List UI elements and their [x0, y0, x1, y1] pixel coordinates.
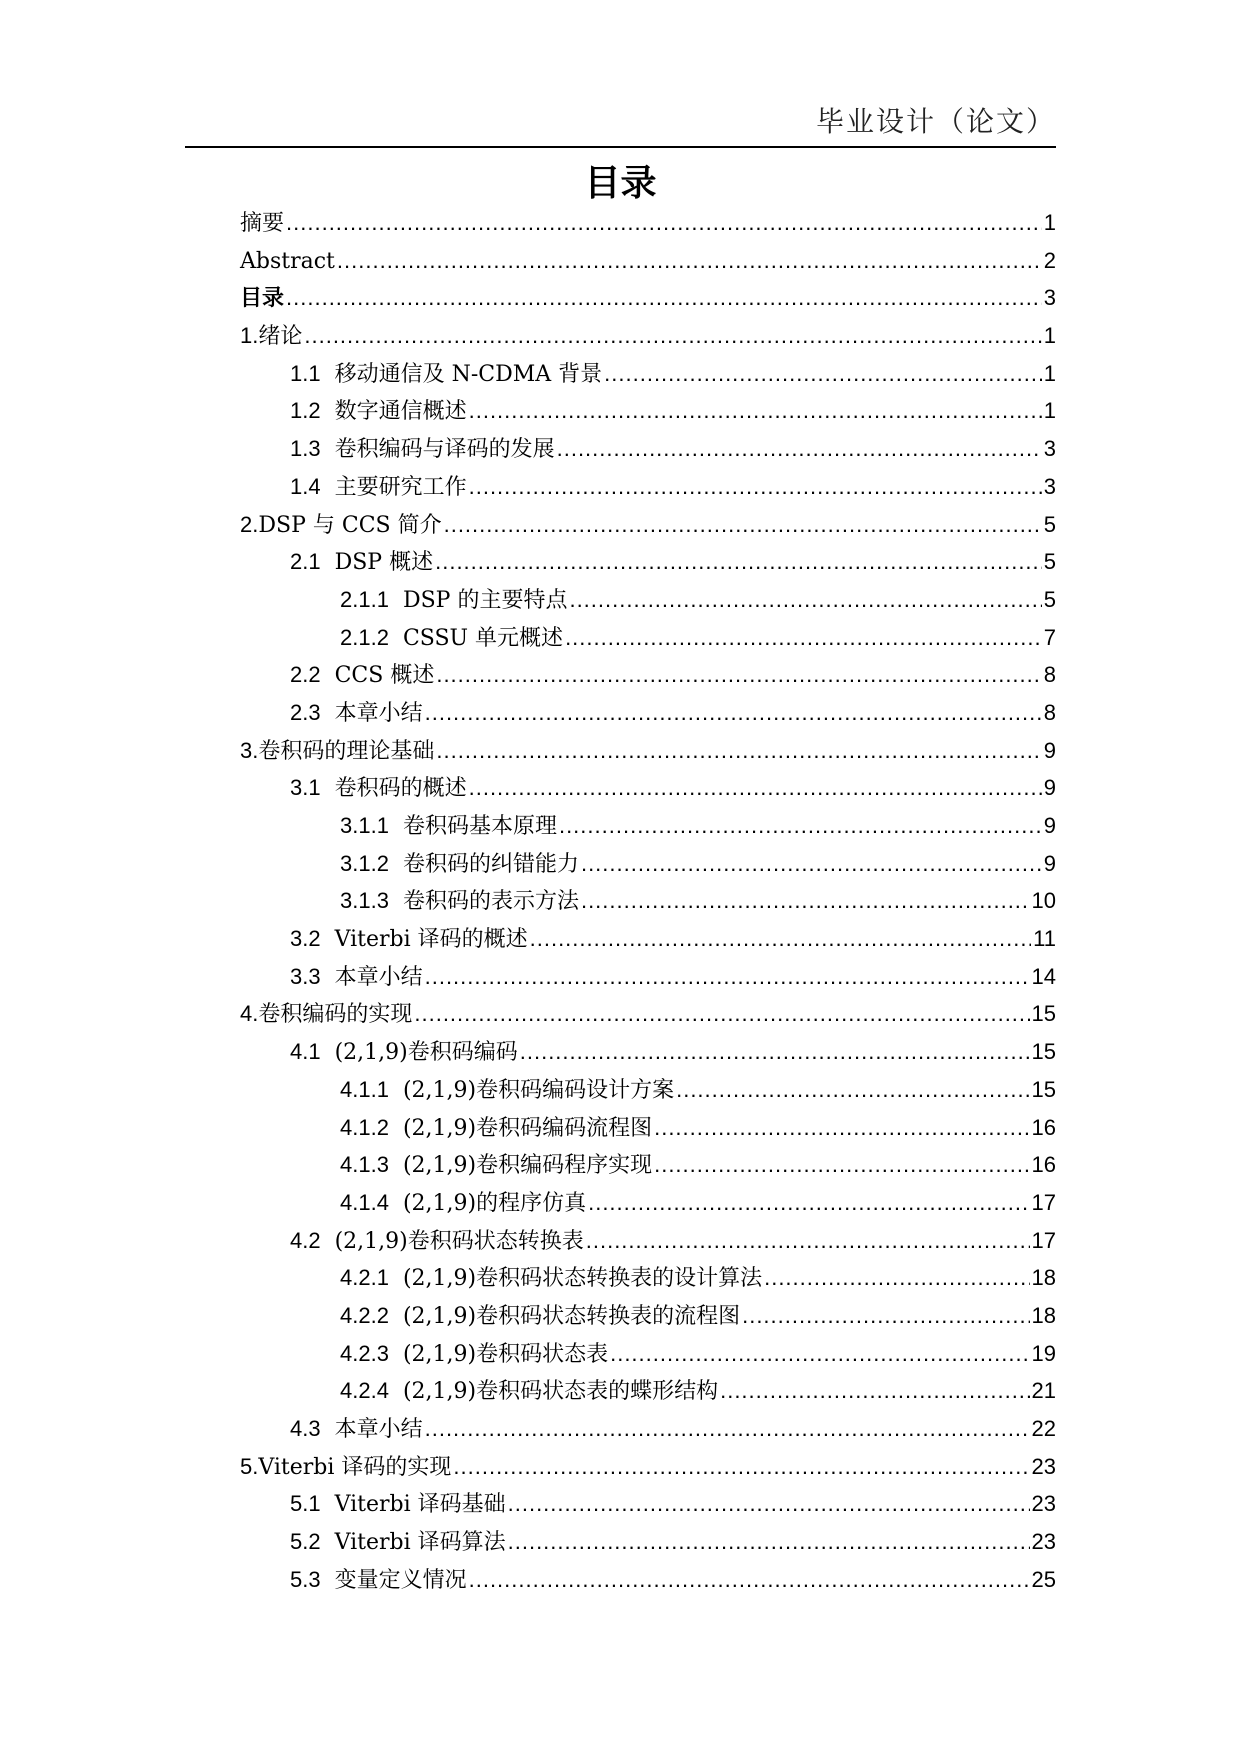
toc-entry-page-number: 3	[1043, 473, 1056, 499]
toc-entry-page-number: 1	[1043, 210, 1056, 235]
toc-entry-number: 1.	[240, 323, 259, 349]
toc-entry[interactable]	[240, 392, 1056, 430]
toc-entry-number: 2.1	[290, 549, 321, 575]
toc-entry[interactable]	[240, 581, 1056, 619]
toc-entry[interactable]	[240, 1033, 1056, 1071]
toc-entry-number: 3.1.3	[340, 888, 389, 914]
toc-entry-number: 1.2	[290, 398, 321, 424]
toc-entry-number: 1.1	[290, 360, 321, 386]
toc-entry[interactable]	[240, 958, 1056, 996]
toc-entry[interactable]	[240, 920, 1056, 958]
toc-entry-number: 2.1.2	[340, 624, 389, 650]
toc-entry[interactable]	[240, 807, 1056, 845]
toc-entry-page-number: 21	[1031, 1378, 1056, 1404]
toc-entry-page-number: 11	[1033, 926, 1056, 952]
toc-entry-title: (2,1,9)卷积码状态表的蝶形结构	[402, 1379, 719, 1405]
toc-entry-page-number: 23	[1031, 1491, 1056, 1517]
toc-entry-title: 卷积编码的实现	[258, 1002, 413, 1028]
toc-entry-page-number: 8	[1043, 662, 1056, 688]
toc-entry-number: 4.1.4	[340, 1189, 389, 1215]
toc-entry-title: 绪论	[258, 324, 303, 350]
table-of-contents	[240, 204, 1056, 1598]
toc-dot-leader	[742, 1297, 1029, 1335]
toc-dot-leader	[654, 1109, 1029, 1147]
toc-dot-leader	[425, 1410, 1030, 1448]
toc-dot-leader	[588, 1184, 1029, 1222]
toc-dot-leader	[764, 1259, 1029, 1297]
toc-entry-number: 4.1.1	[340, 1076, 389, 1102]
toc-entry-page-number: 10	[1031, 888, 1056, 914]
toc-entry-number: 4.2.4	[340, 1378, 389, 1404]
toc-dot-leader	[720, 1372, 1029, 1410]
toc-dot-leader	[508, 1523, 1030, 1561]
toc-entry-page-number: 23	[1031, 1529, 1056, 1555]
toc-dot-leader	[586, 1222, 1030, 1260]
toc-entry-page-number: 18	[1031, 1265, 1056, 1291]
toc-entry-title: 本章小结	[334, 964, 423, 990]
toc-entry[interactable]	[240, 204, 1056, 242]
toc-entry-title: 卷积编码与译码的发展	[334, 437, 555, 463]
toc-entry-number: 4.1	[290, 1039, 321, 1065]
toc-entry[interactable]	[240, 242, 1056, 280]
toc-entry[interactable]	[240, 1071, 1056, 1109]
toc-entry[interactable]	[240, 1410, 1056, 1448]
toc-entry-title: DSP 概述	[334, 550, 434, 576]
toc-entry-number: 4.2	[290, 1227, 321, 1253]
toc-entry-title: 目录	[240, 286, 285, 312]
toc-entry[interactable]	[240, 1561, 1056, 1599]
toc-entry-title: CCS 概述	[334, 663, 435, 689]
toc-entry-page-number: 1	[1043, 360, 1056, 386]
toc-entry[interactable]	[240, 1109, 1056, 1147]
toc-entry-number: 1.3	[290, 436, 321, 462]
toc-entry-number: 3.2	[290, 926, 321, 952]
toc-entry-title: (2,1,9)的程序仿真	[402, 1190, 587, 1216]
toc-entry[interactable]	[240, 317, 1056, 355]
toc-dot-leader	[565, 619, 1042, 657]
toc-entry-title: (2,1,9)卷积码编码	[334, 1040, 518, 1066]
toc-dot-leader	[436, 732, 1041, 770]
toc-entry[interactable]	[240, 468, 1056, 506]
toc-entry[interactable]	[240, 1335, 1056, 1373]
toc-entry[interactable]	[240, 1372, 1056, 1410]
toc-title: 目录	[584, 163, 657, 204]
toc-entry[interactable]	[240, 430, 1056, 468]
toc-entry-number: 2.1.1	[340, 586, 389, 612]
toc-entry-page-number: 18	[1031, 1302, 1056, 1328]
toc-entry-number: 5.2	[290, 1529, 321, 1555]
toc-entry-title: 卷积码的理论基础	[258, 738, 435, 764]
toc-dot-leader	[337, 242, 1042, 280]
toc-dot-leader	[286, 204, 1042, 242]
toc-entry-number: 4.1.2	[340, 1114, 389, 1140]
toc-entry[interactable]	[240, 845, 1056, 883]
toc-entry[interactable]	[240, 355, 1056, 393]
toc-entry-page-number: 7	[1043, 624, 1056, 650]
toc-entry-page-number: 9	[1043, 737, 1056, 763]
toc-dot-leader	[569, 581, 1041, 619]
toc-entry-title: CSSU 单元概述	[402, 625, 564, 651]
toc-dot-leader	[581, 845, 1042, 883]
toc-entry[interactable]	[240, 995, 1056, 1033]
toc-dot-leader	[435, 543, 1042, 581]
toc-entry[interactable]	[240, 1297, 1056, 1335]
toc-entry-page-number: 9	[1043, 813, 1056, 838]
toc-entry-page-number: 16	[1031, 1152, 1056, 1178]
toc-entry-page-number: 5	[1043, 511, 1056, 537]
toc-entry-page-number: 22	[1031, 1416, 1056, 1441]
toc-entry[interactable]	[240, 1523, 1056, 1561]
toc-entry-title: 卷积码的表示方法	[402, 889, 579, 915]
toc-dot-leader	[610, 1335, 1029, 1373]
toc-entry-number: 4.	[240, 1001, 259, 1027]
toc-entry-title: 卷积码基本原理	[402, 814, 557, 839]
toc-entry[interactable]	[240, 1448, 1056, 1486]
toc-entry[interactable]	[240, 279, 1056, 317]
toc-entry-number: 2.3	[290, 699, 321, 725]
toc-entry-number: 4.1.3	[340, 1152, 389, 1178]
toc-entry[interactable]	[240, 1485, 1056, 1523]
toc-entry-title: 本章小结	[334, 1417, 423, 1442]
toc-entry-page-number: 25	[1031, 1566, 1056, 1592]
toc-entry-title: 移动通信及 N-CDMA 背景	[334, 361, 603, 387]
toc-dot-leader	[469, 1561, 1030, 1599]
toc-entry-page-number: 5	[1043, 549, 1056, 575]
toc-entry-number: 5.	[240, 1453, 259, 1479]
toc-entry-number: 1.4	[290, 473, 321, 499]
toc-entry-page-number: 3	[1043, 285, 1056, 311]
toc-entry-number: 3.1	[290, 775, 321, 801]
toc-entry-title: Abstract	[240, 248, 335, 274]
toc-dot-leader	[604, 355, 1042, 393]
toc-dot-leader	[469, 468, 1042, 506]
toc-entry-page-number: 15	[1031, 1076, 1056, 1102]
toc-entry-title: (2,1,9)卷积码状态转换表的设计算法	[402, 1266, 763, 1292]
toc-entry-page-number: 15	[1031, 1039, 1056, 1065]
toc-entry-title: 数字通信概述	[334, 399, 467, 425]
toc-entry-page-number: 17	[1031, 1227, 1056, 1253]
toc-dot-leader	[676, 1071, 1029, 1109]
toc-entry[interactable]	[240, 882, 1056, 920]
toc-entry-title: (2,1,9)卷积码状态转换表的流程图	[402, 1303, 741, 1329]
toc-entry-title: Viterbi 译码基础	[334, 1492, 506, 1518]
toc-entry-page-number: 5	[1043, 586, 1056, 612]
toc-dot-leader	[581, 882, 1030, 920]
toc-entry-number: 3.1.2	[340, 850, 389, 876]
toc-dot-leader	[508, 1485, 1030, 1523]
toc-entry-number: 4.2.2	[340, 1302, 389, 1328]
toc-entry-title: 变量定义情况	[334, 1567, 467, 1593]
toc-entry[interactable]	[240, 1259, 1056, 1297]
toc-entry[interactable]	[240, 1184, 1056, 1222]
toc-entry-title: Viterbi 译码算法	[334, 1530, 506, 1556]
toc-entry-number: 3.3	[290, 963, 321, 989]
toc-entry-page-number: 14	[1031, 963, 1056, 989]
toc-dot-leader	[444, 506, 1042, 544]
toc-dot-leader	[654, 1146, 1029, 1184]
toc-entry[interactable]	[240, 506, 1056, 544]
toc-entry-page-number: 1	[1043, 323, 1056, 349]
toc-entry[interactable]	[240, 543, 1056, 581]
toc-entry-title: DSP 与 CCS 简介	[258, 512, 442, 538]
toc-dot-leader	[530, 920, 1032, 958]
toc-dot-leader	[304, 317, 1041, 355]
toc-entry-page-number: 16	[1031, 1114, 1056, 1140]
toc-entry-page-number: 17	[1031, 1189, 1056, 1215]
toc-dot-leader	[425, 694, 1042, 732]
toc-dot-leader	[286, 279, 1042, 317]
toc-dot-leader	[414, 995, 1029, 1033]
toc-entry-page-number: 2	[1043, 247, 1056, 273]
toc-entry-page-number: 9	[1043, 775, 1056, 801]
toc-entry-page-number: 15	[1031, 1001, 1056, 1027]
page-header-text: 毕业设计（论文）	[815, 105, 1056, 138]
toc-entry-page-number: 9	[1043, 850, 1056, 876]
toc-entry-title: 本章小结	[334, 700, 423, 726]
toc-dot-leader	[469, 769, 1042, 807]
toc-entry-number: 5.1	[290, 1491, 321, 1517]
toc-entry-page-number: 23	[1031, 1453, 1056, 1479]
toc-dot-leader	[557, 430, 1042, 468]
toc-entry-number: 5.3	[290, 1566, 321, 1592]
toc-entry[interactable]	[240, 656, 1056, 694]
toc-entry-title: DSP 的主要特点	[402, 587, 568, 613]
toc-dot-leader	[436, 656, 1041, 694]
toc-entry-title: (2,1,9)卷积码状态转换表	[334, 1228, 584, 1254]
toc-entry-title: 摘要	[240, 211, 285, 236]
toc-entry-number: 3.	[240, 737, 259, 763]
toc-entry-title: (2,1,9)卷积码编码流程图	[402, 1115, 653, 1141]
toc-entry-number: 2.	[240, 511, 259, 537]
toc-entry-number: 4.2.3	[340, 1340, 389, 1366]
toc-entry-number: 4.2.1	[340, 1265, 389, 1291]
toc-entry[interactable]	[240, 769, 1056, 807]
toc-dot-leader	[453, 1448, 1029, 1486]
toc-entry[interactable]	[240, 619, 1056, 657]
header-rule	[185, 146, 1056, 148]
toc-entry-title: Viterbi 译码的实现	[258, 1454, 452, 1480]
toc-entry-page-number: 3	[1043, 436, 1056, 462]
toc-entry-title: 主要研究工作	[334, 474, 467, 500]
toc-entry-title: 卷积码的纠错能力	[402, 851, 579, 877]
toc-entry-title: (2,1,9)卷积码编码设计方案	[402, 1077, 675, 1103]
toc-entry-page-number: 1	[1043, 398, 1056, 424]
toc-entry-number: 2.2	[290, 662, 321, 688]
toc-dot-leader	[520, 1033, 1030, 1071]
toc-dot-leader	[559, 807, 1042, 845]
toc-entry[interactable]	[240, 694, 1056, 732]
toc-entry-title: (2,1,9)卷积码状态表	[402, 1341, 609, 1367]
toc-entry-page-number: 19	[1031, 1340, 1056, 1366]
toc-entry-title: (2,1,9)卷积编码程序实现	[402, 1153, 653, 1179]
toc-entry[interactable]	[240, 1146, 1056, 1184]
toc-entry-number: 4.3	[290, 1416, 321, 1441]
toc-entry-number: 3.1.1	[340, 813, 389, 838]
toc-dot-leader	[425, 958, 1030, 996]
toc-entry[interactable]	[240, 732, 1056, 770]
toc-entry-title: Viterbi 译码的概述	[334, 927, 528, 953]
toc-entry-page-number: 8	[1043, 699, 1056, 725]
toc-dot-leader	[469, 392, 1042, 430]
toc-entry[interactable]	[240, 1222, 1056, 1260]
toc-entry-title: 卷积码的概述	[334, 776, 467, 802]
